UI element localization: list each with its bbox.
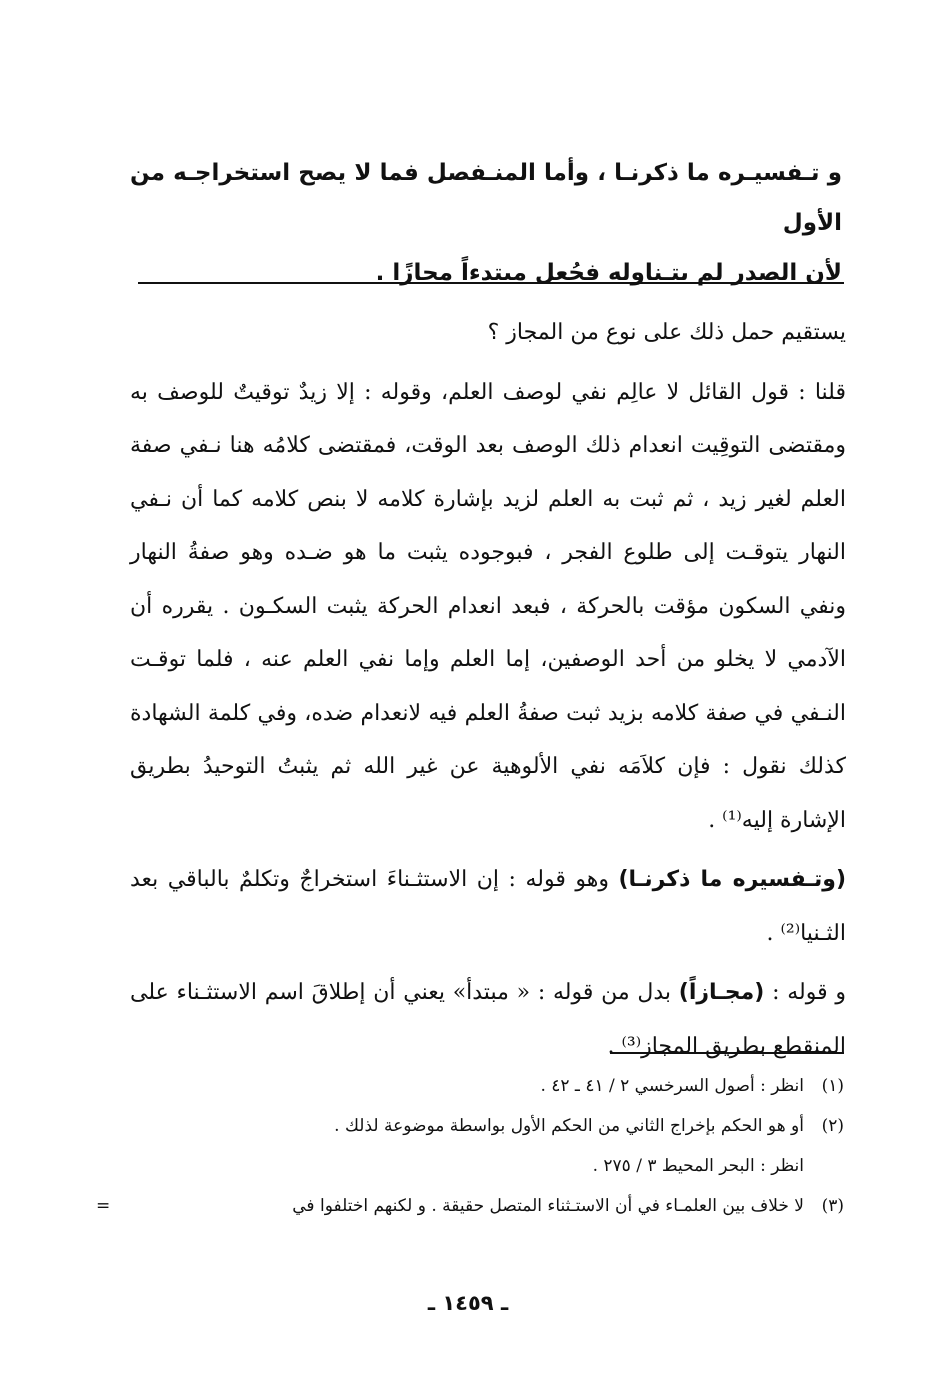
commentary-paragraph-4-text: بدل من قوله : « مبتدأ» يعني أن إطلاقَ اسم الاستثـناء على المنقطع بطريق المجاز⁽³⁾ .: [130, 980, 846, 1059]
commentary-paragraph-1: يستقيم حمل ذلك على نوع من المجاز ؟: [487, 320, 846, 345]
footnote-text: لا خلاف بين العلمـاء في أن الاستـثناء المتصل حقيقة . و لكنهم اختلفوا في: [292, 1196, 804, 1216]
footnote-number: (٣): [821, 1196, 844, 1216]
commentary-paragraph-2: قلنا : قول القائل لا عالِم نفي لوصف العلم، وقوله : إلا زيدٌ توقيتٌ للوصف به ومقتضى التوقِيت انعدام ذلك الوصف بعد الوقت، فمقتضى كلامُه هنا نـفي صفة العلم لغير زيد ، ثم ثبت به العلم لزيد بإشارة كلامه لا بنص كلامه كما أن نـفي النهار يتوقـت إلى طلوع الفجر ، فبوجوده يثبت ما هو ضـده وهو صفةُ النهار ونفي السكون مؤقت بالحركة ، فبعد انعدام الحركة يثبت السكـون . يقرره أن الآدمي لا يخلو من أحد الوصفين، إما العلم وإما نفي العلم عنه ، فلما توقـت النـفي في صفة كلامه بزيد ثبت صفةُ العلم فيه لانعدام ضده، وفي كلمة الشهادة كذلك نقول : فإن كلاَمَه نفي الألوهية عن غير الله ثم يثبتُ التوحيدُ بطريق الإشارة إليه⁽¹⁾ .: [130, 379, 846, 833]
footnote-number: (١): [821, 1076, 844, 1096]
separator-rule: [138, 282, 844, 284]
footnote-3-body: [292, 1186, 844, 1226]
commentary: [130, 306, 846, 1073]
footnote-text: انظر : أصول السرخسي ٢ / ٤١ ـ ٤٢ .: [540, 1076, 804, 1096]
commentary-paragraph-4-start: و قوله :: [764, 980, 846, 1005]
footnote-text: انظر : البحر المحيط ٣ / ٢٧٥ .: [592, 1156, 804, 1176]
footnote-separator: [610, 1052, 844, 1054]
main-text: [130, 148, 842, 298]
page-number: ـ ١٤٥٩ ـ: [427, 1291, 509, 1315]
footnote-2: [96, 1106, 844, 1146]
main-text-line-1: و تـفسيـره ما ذكرنـا ، وأما المنـفصل فما لا يصح استخراجـه من الأول: [130, 160, 842, 236]
commentary-paragraph-3: [130, 853, 846, 960]
footnote-number: (٢): [821, 1116, 844, 1136]
quoted-phrase: (مجـازاً): [678, 980, 765, 1005]
footnote-1: [96, 1066, 844, 1106]
footnote-2-continued: [96, 1146, 844, 1186]
commentary-paragraph-4: [130, 966, 846, 1073]
quoted-phrase: (وتـفسيره ما ذكرنـا): [618, 867, 847, 892]
commentary-paragraph-3-text: وهو قوله : إن الاستثـناءَ استخراجٌ وتكلمٌ بالباقي بعد الثـنيا⁽²⁾ .: [130, 867, 846, 946]
continuation-mark: =: [96, 1196, 111, 1216]
footnotes: [96, 1066, 844, 1226]
footnote-text: أو هو الحكم بإخراج الثاني من الحكم الأول بواسطة موضوعة لذلك .: [334, 1116, 804, 1136]
main-text-line-2: لأن الصدر لم يتـناوله فجُعل مبتدءاً مجازًا .: [375, 260, 842, 286]
footnote-3: [96, 1186, 844, 1226]
